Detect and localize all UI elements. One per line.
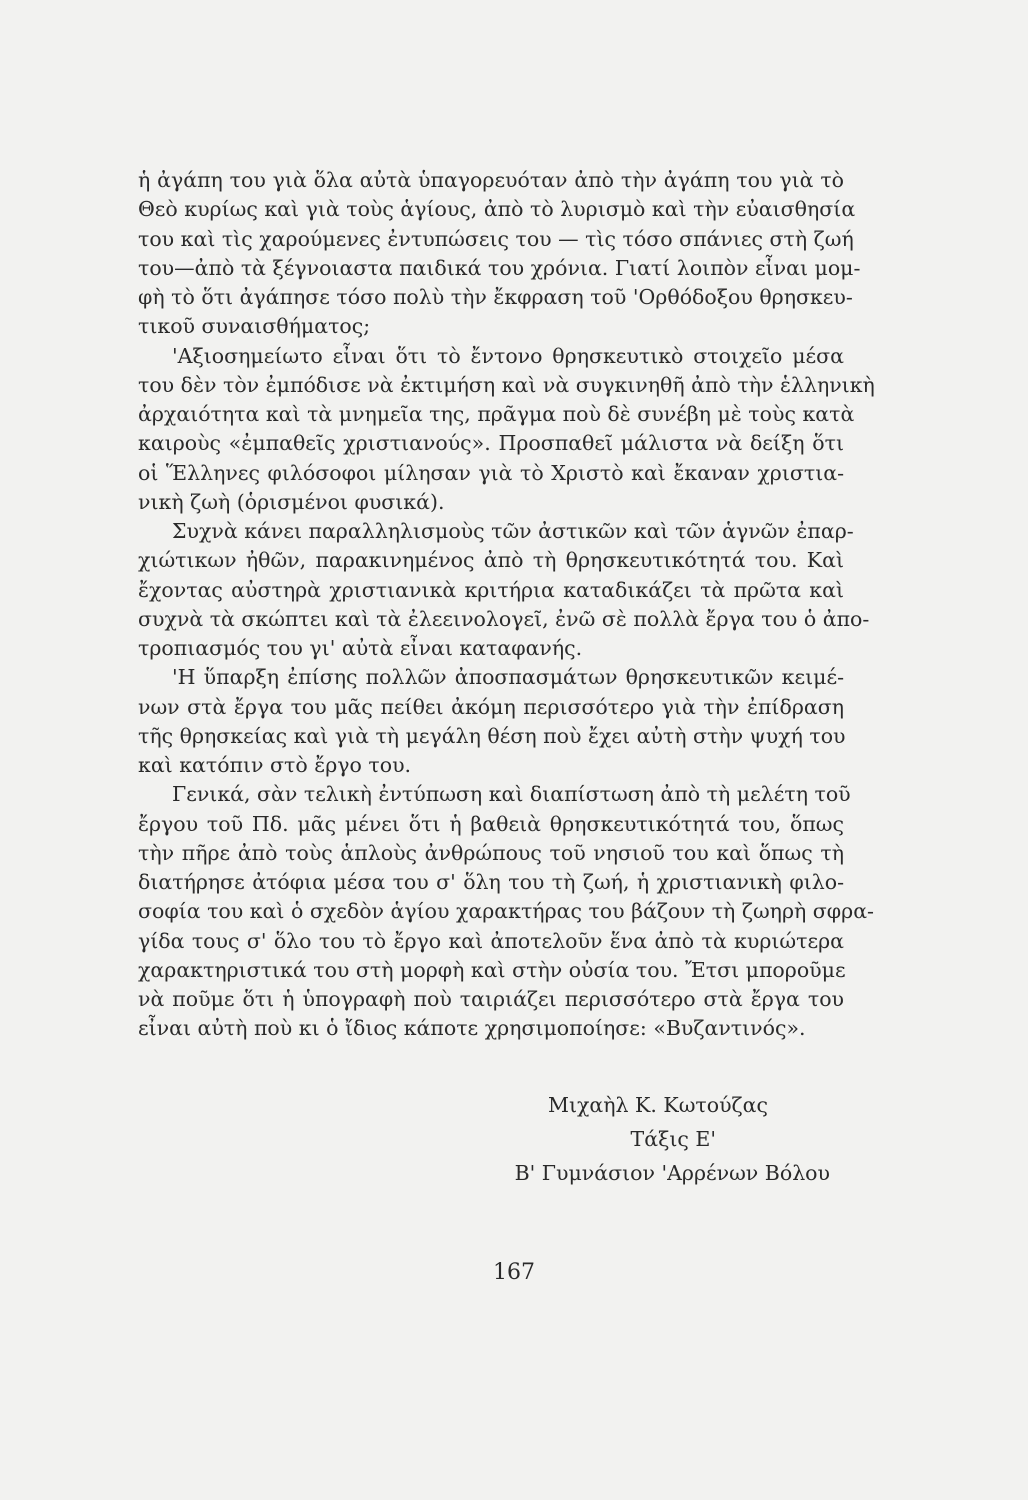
- text-line: φὴ τὸ ὅτι ἀγάπησε τόσο πολὺ τὴν ἔκφραση τοῦ 'Ορθόδοξου θρησκευ-: [138, 285, 853, 309]
- author-school: Β' Γυμνάσιον 'Αρρένων Βόλου: [514, 1161, 830, 1185]
- text-line: τροπιασμός του γι' αὐτὰ εἶναι καταφανής.: [138, 636, 583, 660]
- text-line: τὴν πῆρε ἀπὸ τοὺς ἁπλοὺς ἀνθρώπους τοῦ νησιοῦ του καὶ ὅπως τὴ: [138, 840, 844, 865]
- text-line: του καὶ τὶς χαρούμενες ἐντυπώσεις του — τὶς τόσο σπάνιες στὴ ζωή: [138, 226, 854, 251]
- text-line: συχνὰ τὰ σκώπτει καὶ τὰ ἐλεεινολογεῖ, ἐνῶ σὲ πολλὰ ἔργα του ὁ ἀπο-: [138, 606, 870, 631]
- text-line: του—ἀπὸ τὰ ξέγνοιαστα παιδικά του χρόνια. Γιατί λοιπὸν εἶναι μομ-: [138, 255, 861, 280]
- text-line: Θεὸ κυρίως καὶ γιὰ τοὺς ἁγίους, ἀπὸ τὸ λυρισμὸ καὶ τὴν εὐαισθησία: [138, 197, 856, 222]
- body-text: [138, 166, 875, 1044]
- paragraph: [138, 780, 874, 1043]
- text-line: νὰ ποῦμε ὅτι ἡ ὑπογραφὴ ποὺ ταιριάζει περισσότερο στὰ ἔργα του: [138, 987, 844, 1011]
- page-number: 167: [493, 1260, 535, 1285]
- paragraph: [138, 166, 861, 342]
- text-line: τικοῦ συναισθήματος;: [138, 314, 371, 339]
- text-line: ἔχοντας αὐστηρὰ χριστιανικὰ κριτήρια καταδικάζει τὰ πρῶτα καὶ: [138, 577, 844, 602]
- text-line: γίδα τους σ' ὅλο του τὸ ἔργο καὶ ἀποτελοῦν ἕνα ἀπὸ τὰ κυριώτερα: [138, 928, 844, 953]
- paragraph: [138, 663, 844, 780]
- text-line: νικὴ ζωὴ (ὁρισμένοι φυσικά).: [138, 489, 445, 514]
- text-line: καὶ κατόπιν στὸ ἔργο του.: [138, 753, 412, 777]
- text-line: σοφία του καὶ ὁ σχεδὸν ἁγίου χαρακτήρας του βάζουν τὴ ζωηρὴ σφρα-: [138, 899, 874, 924]
- author-class: Τάξις Ε': [630, 1127, 716, 1151]
- text-line: νων στὰ ἔργα του μᾶς πείθει ἀκόμη περισσότερο γιὰ τὴν ἐπίδραση: [138, 694, 844, 719]
- paragraph: [138, 342, 875, 518]
- text-line: χιώτικων ἠθῶν, παρακινημένος ἀπὸ τὴ θρησκευτικότητά του. Καὶ: [138, 548, 844, 573]
- text-line: εἶναι αὐτὴ ποὺ κι ὁ ἴδιος κάποτε χρησιμοποίησε: «Βυζαντινός».: [138, 1016, 806, 1041]
- signature-block: [500, 1088, 830, 1190]
- text-line: ἡ ἀγάπη του γιὰ ὅλα αὐτὰ ὑπαγορευόταν ἀπὸ τὴν ἀγάπη του γιὰ τὸ: [138, 168, 844, 192]
- text-line: ἔργου τοῦ Πδ. μᾶς μένει ὅτι ἡ βαθειὰ θρησκευτικότητά του, ὅπως: [138, 811, 844, 836]
- text-line: οἱ Ἕλληνες φιλόσοφοι μίλησαν γιὰ τὸ Χριστὸ καὶ ἔκαναν χριστια-: [138, 460, 844, 485]
- text-line: Συχνὰ κάνει παραλληλισμοὺς τῶν ἀστικῶν καὶ τῶν ἁγνῶν ἐπαρ-: [172, 519, 854, 543]
- text-line: χαρακτηριστικά του στὴ μορφὴ καὶ στὴν οὐσία του. Ἔτσι μποροῦμε: [138, 957, 846, 982]
- text-line: του δὲν τὸν ἐμπόδισε νὰ ἐκτιμήση καὶ νὰ συγκινηθῆ ἀπὸ τὴν ἑλληνικὴ: [138, 372, 875, 397]
- text-line: ἀρχαιότητα καὶ τὰ μνημεῖα της, πρᾶγμα ποὺ δὲ συνέβη μὲ τοὺς κατὰ: [138, 402, 855, 426]
- author-name: Μιχαὴλ Κ. Κωτούζας: [547, 1093, 768, 1117]
- text-line: καιροὺς «ἐμπαθεῖς χριστιανούς». Προσπαθεῖ μάλιστα νὰ δείξη ὅτι: [138, 431, 844, 456]
- text-line: τῆς θρησκείας καὶ γιὰ τὴ μεγάλη θέση ποὺ ἔχει αὐτὴ στὴν ψυχή του: [138, 723, 846, 748]
- text-line: Γενικά, σὰν τελικὴ ἐντύπωση καὶ διαπίστωση ἀπὸ τὴ μελέτη τοῦ: [172, 782, 851, 807]
- text-line: 'Η ὕπαρξη ἐπίσης πολλῶν ἀποσπασμάτων θρησκευτικῶν κειμέ-: [172, 665, 844, 690]
- paragraph: [138, 517, 870, 663]
- text-line: 'Αξιοσημείωτο εἶναι ὅτι τὸ ἔντονο θρησκευτικὸ στοιχεῖο μέσα: [172, 343, 844, 368]
- text-line: διατήρησε ἀτόφια μέσα του σ' ὅλη του τὴ ζωή, ἡ χριστιανικὴ φιλο-: [138, 870, 844, 894]
